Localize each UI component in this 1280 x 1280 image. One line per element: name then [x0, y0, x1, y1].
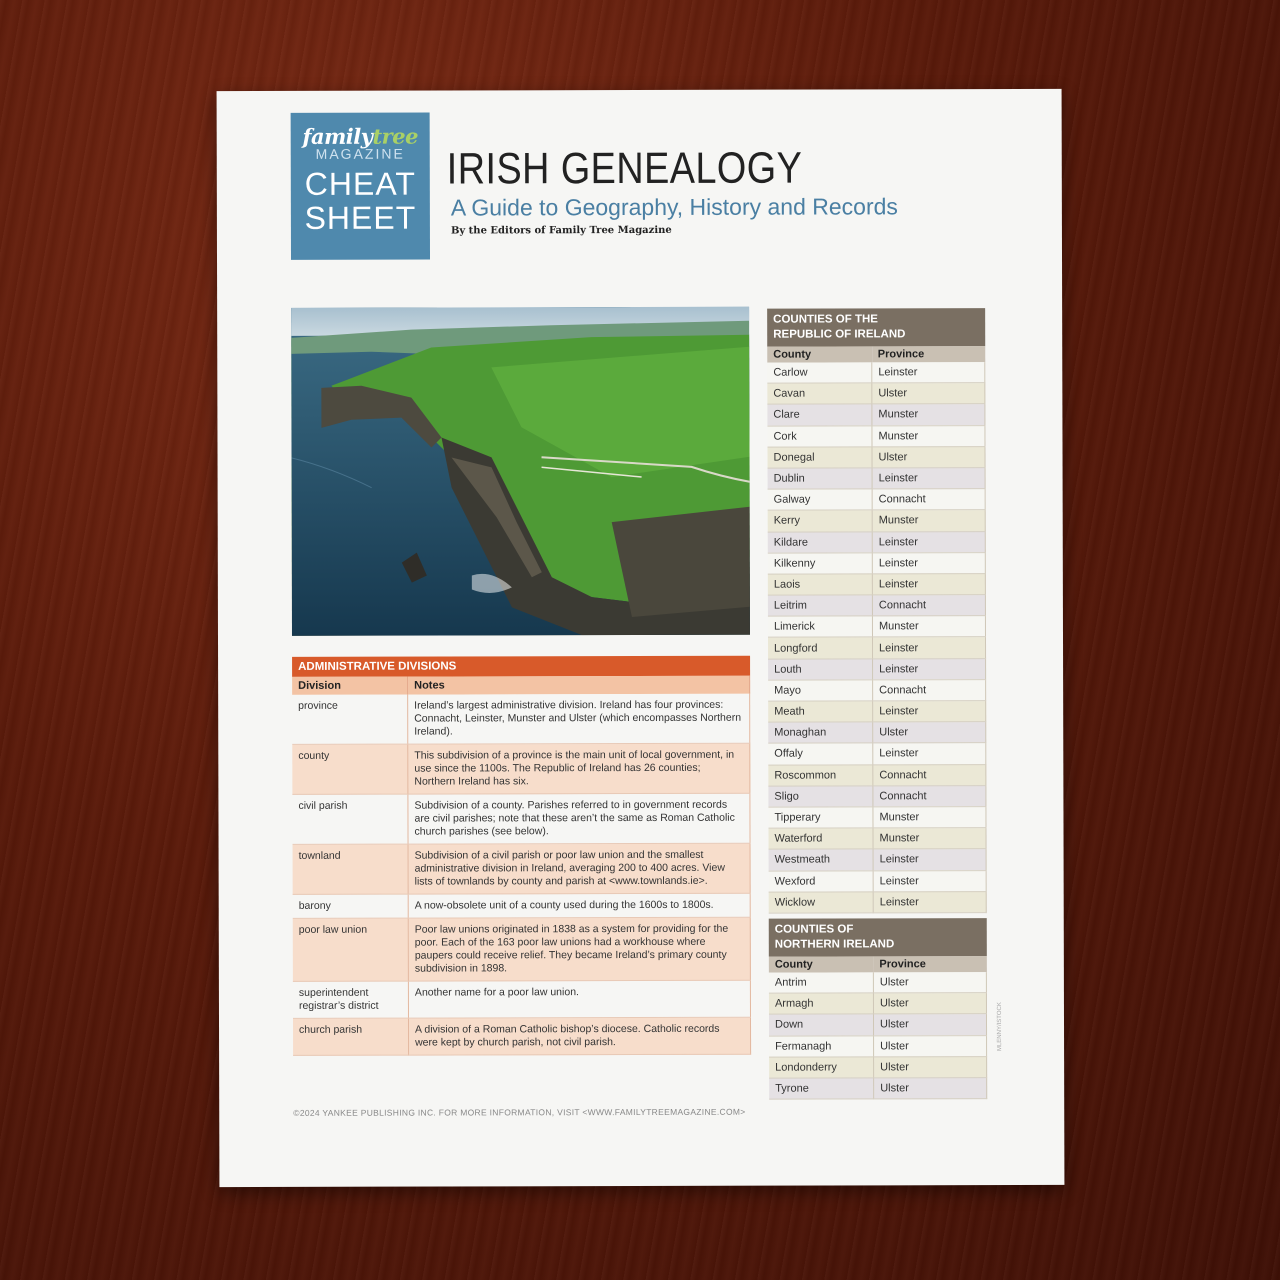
province-name-cell: Leinster [872, 362, 985, 383]
county-name-cell: Laois [768, 574, 873, 595]
county-name-cell: Louth [768, 659, 873, 680]
page-title: IRISH GENEALOGY [446, 143, 803, 194]
province-name-cell: Leinster [872, 637, 985, 658]
republic-county-row [767, 383, 985, 405]
province-name-cell: Munster [872, 425, 985, 446]
county-name-cell: Offaly [768, 743, 873, 764]
county-name-cell: Down [769, 1014, 874, 1035]
northern-col-province: Province [873, 956, 986, 972]
province-name-cell: Munster [873, 828, 986, 849]
province-name-cell: Connacht [873, 679, 986, 700]
admin-table-row [293, 1017, 751, 1055]
county-name-cell: Roscommon [768, 764, 873, 785]
admin-notes-cell: Ireland’s largest administrative division. Ireland has four provinces: Connacht, Leinster, Munster and Ulster (which encompasses Northern Ireland). [408, 694, 750, 744]
province-name-cell: Munster [872, 510, 985, 531]
republic-county-row [768, 573, 986, 595]
admin-table-body [292, 694, 750, 1056]
cliffs-photo [291, 307, 750, 636]
province-name-cell: Leinster [872, 552, 985, 573]
republic-county-row [768, 679, 986, 701]
republic-heading-line2: REPUBLIC OF IRELAND [773, 328, 906, 341]
province-name-cell: Leinster [873, 743, 986, 764]
admin-division-cell: province [292, 695, 408, 745]
county-name-cell: Longford [768, 637, 873, 658]
province-name-cell: Leinster [872, 531, 985, 552]
northern-heading-line1: COUNTIES OF [774, 923, 854, 936]
northern-county-row [769, 993, 987, 1015]
county-name-cell: Donegal [768, 447, 873, 468]
county-name-cell: Leitrim [768, 595, 873, 616]
admin-heading: ADMINISTRATIVE DIVISIONS [292, 656, 750, 677]
county-name-cell: Waterford [768, 828, 873, 849]
logo-brand-family: family [302, 123, 373, 149]
republic-county-row [767, 362, 985, 383]
northern-county-row [769, 1078, 987, 1100]
admin-table-row [292, 694, 750, 745]
logo-cheat: CHEAT [304, 165, 416, 202]
republic-county-row [768, 807, 986, 829]
republic-county-row [768, 828, 986, 850]
province-name-cell: Connacht [873, 764, 986, 785]
admin-table-row [293, 843, 751, 894]
county-name-cell: Westmeath [769, 849, 874, 870]
county-name-cell: Monaghan [768, 722, 873, 743]
republic-county-row [768, 552, 986, 574]
republic-col-county: County [767, 346, 872, 362]
admin-table-row [292, 743, 750, 794]
republic-county-row [769, 891, 987, 913]
logo-brand-tree: tree [372, 123, 418, 149]
republic-county-row [768, 616, 986, 638]
northern-heading-line2: NORTHERN IRELAND [774, 938, 895, 951]
northern-counties-table [769, 918, 987, 1100]
county-name-cell: Tyrone [769, 1078, 874, 1099]
republic-counties-table [767, 308, 987, 913]
republic-county-row [767, 425, 985, 447]
cheat-sheet-page [217, 89, 1065, 1187]
county-name-cell: Antrim [769, 972, 874, 993]
page-subtitle: A Guide to Geography, History and Records [450, 193, 898, 221]
county-name-cell: Clare [767, 404, 872, 425]
photo-credit: MLENNY/ISTOCK [996, 1002, 1004, 1052]
admin-table-row [292, 793, 750, 844]
admin-notes-cell: This subdivision of a province is the main unit of local government, in use since the 1100s. The Republic of Ireland has 26 counties; Northern Ireland has six. [408, 743, 750, 794]
logo-brand [291, 123, 430, 149]
admin-table-row [293, 893, 751, 918]
province-name-cell: Leinster [872, 468, 985, 489]
province-name-cell: Ulster [873, 993, 986, 1014]
county-name-cell: Kerry [768, 510, 873, 531]
admin-division-cell: townland [293, 844, 409, 894]
northern-county-row [769, 972, 987, 993]
county-name-cell: Carlow [767, 362, 872, 383]
northern-county-row [769, 1056, 987, 1078]
province-name-cell: Munster [873, 807, 986, 828]
province-name-cell: Leinster [873, 891, 986, 912]
admin-col-notes: Notes [408, 676, 750, 695]
province-name-cell: Ulster [873, 972, 986, 993]
logo-magazine: MAGAZINE [315, 145, 405, 162]
republic-county-row [768, 637, 986, 659]
republic-heading-line1: COUNTIES OF THE [773, 313, 878, 326]
county-name-cell: Cork [767, 425, 872, 446]
northern-county-row [769, 1014, 987, 1036]
province-name-cell: Ulster [872, 383, 985, 404]
province-name-cell: Leinster [873, 849, 986, 870]
admin-table-row [293, 917, 751, 981]
byline: By the Editors of Family Tree Magazine [450, 224, 672, 237]
county-name-cell: Galway [768, 489, 873, 510]
republic-county-row [768, 489, 986, 511]
county-name-cell: Sligo [768, 786, 873, 807]
republic-col-province: Province [872, 346, 985, 362]
province-name-cell: Ulster [873, 722, 986, 743]
county-name-cell: Kilkenny [768, 553, 873, 574]
province-name-cell: Munster [872, 404, 985, 425]
republic-county-row [768, 595, 986, 617]
footer-copyright: ©2024 YANKEE PUBLISHING INC. FOR MORE INFORMATION, VISIT <WWW.FAMILYTREEMAGAZINE.COM> [293, 1106, 746, 1118]
province-name-cell: Connacht [872, 595, 985, 616]
province-name-cell: Connacht [872, 489, 985, 510]
province-name-cell: Leinster [873, 701, 986, 722]
republic-county-row [768, 743, 986, 765]
republic-table-body [767, 362, 986, 913]
province-name-cell: Connacht [873, 785, 986, 806]
logo-sheet: SHEET [304, 199, 417, 236]
admin-division-cell: poor law union [293, 918, 409, 981]
county-name-cell: Kildare [768, 531, 873, 552]
admin-notes-cell: Subdivision of a county. Parishes referred to in government records are civil parishes; note that these aren’t the same as Roman Catholic church parishes (see below). [408, 793, 750, 844]
admin-division-cell: civil parish [292, 794, 408, 844]
admin-notes-cell: Subdivision of a civil parish or poor law union and the smallest administrative division in Ireland, averaging 200 to 400 acres. View lists of townlands by county and parish at <www.townlands.ie>. [408, 843, 750, 894]
admin-notes-cell: A now-obsolete unit of a county used during the 1600s to 1800s. [408, 893, 750, 918]
county-name-cell: Wexford [769, 870, 874, 891]
county-name-cell: Mayo [768, 680, 873, 701]
county-name-cell: Cavan [767, 383, 872, 404]
republic-county-row [768, 722, 986, 744]
county-name-cell: Fermanagh [769, 1035, 874, 1056]
republic-county-row [768, 531, 986, 553]
republic-county-row [768, 785, 986, 807]
admin-division-cell: superintendent registrar’s district [293, 981, 409, 1018]
province-name-cell: Ulster [874, 1035, 987, 1056]
republic-county-row [769, 870, 987, 892]
province-name-cell: Leinster [873, 658, 986, 679]
admin-division-cell: county [292, 744, 408, 794]
admin-notes-cell: Poor law unions originated in 1838 as a system for providing for the poor. Each of the 163 poor law unions had a workhouse where paupers could receive relief. They became Ireland’s primary county subdivision in 1898. [408, 917, 750, 981]
province-name-cell: Munster [872, 616, 985, 637]
admin-notes-cell: A division of a Roman Catholic bishop’s diocese. Catholic records were kept by church parish, not civil parish. [408, 1017, 750, 1055]
admin-table-row [293, 980, 751, 1018]
county-name-cell: Dublin [768, 468, 873, 489]
republic-county-row [768, 468, 986, 490]
northern-heading [769, 918, 987, 957]
admin-division-cell: church parish [293, 1018, 409, 1055]
republic-county-row [769, 849, 987, 871]
county-name-cell: Meath [768, 701, 873, 722]
province-name-cell: Leinster [872, 573, 985, 594]
admin-notes-cell: Another name for a poor law union. [408, 980, 750, 1018]
northern-table-body [769, 972, 987, 1099]
republic-county-row [768, 764, 986, 786]
magazine-logo [291, 113, 430, 260]
republic-county-row [768, 658, 986, 680]
county-name-cell: Tipperary [768, 807, 873, 828]
county-name-cell: Armagh [769, 993, 874, 1014]
northern-col-county: County [769, 956, 874, 972]
province-name-cell: Ulster [873, 1014, 986, 1035]
province-name-cell: Ulster [872, 446, 985, 467]
republic-heading [767, 308, 985, 347]
northern-county-row [769, 1035, 987, 1057]
republic-county-row [768, 446, 986, 468]
province-name-cell: Leinster [873, 870, 986, 891]
province-name-cell: Ulster [874, 1078, 987, 1099]
republic-county-row [767, 404, 985, 426]
county-name-cell: Wicklow [769, 892, 874, 913]
republic-county-row [768, 701, 986, 723]
province-name-cell: Ulster [874, 1056, 987, 1077]
admin-col-division: Division [292, 677, 408, 695]
county-name-cell: Limerick [768, 616, 873, 637]
admin-division-cell: barony [293, 894, 409, 918]
county-name-cell: Londonderry [769, 1057, 874, 1078]
administrative-divisions-table [292, 656, 751, 1056]
republic-county-row [768, 510, 986, 532]
